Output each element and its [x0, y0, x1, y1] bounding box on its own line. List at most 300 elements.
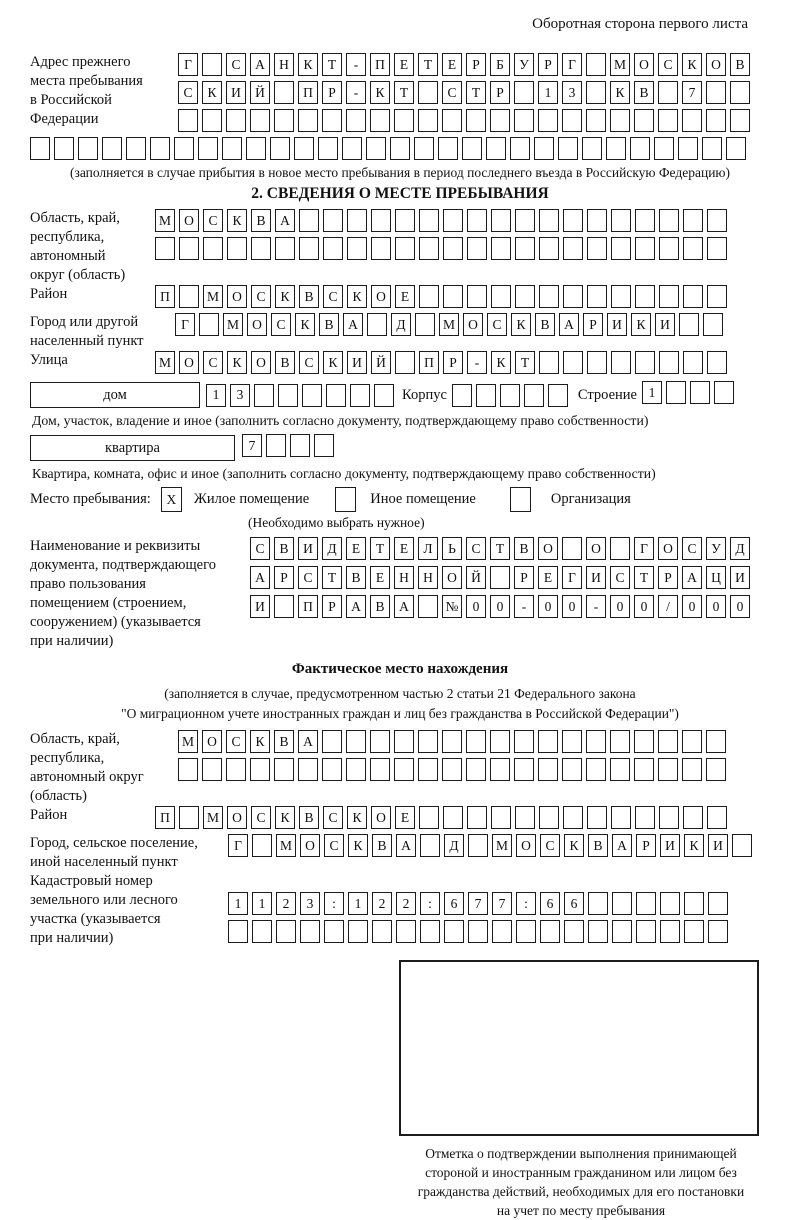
- char-box[interactable]: [54, 137, 74, 160]
- char-box[interactable]: [226, 758, 246, 781]
- char-box[interactable]: [202, 53, 222, 76]
- char-box[interactable]: [635, 209, 655, 232]
- char-box[interactable]: Г: [228, 834, 248, 857]
- char-box[interactable]: [275, 237, 295, 260]
- char-box[interactable]: И: [708, 834, 728, 857]
- char-box[interactable]: К: [275, 285, 295, 308]
- char-box[interactable]: [274, 81, 294, 104]
- char-box[interactable]: [179, 237, 199, 260]
- char-box[interactable]: [346, 758, 366, 781]
- char-box[interactable]: [612, 920, 632, 943]
- char-box[interactable]: [418, 595, 438, 618]
- char-box[interactable]: Т: [370, 537, 390, 560]
- char-box[interactable]: [659, 351, 679, 374]
- char-box[interactable]: [342, 137, 362, 160]
- char-box[interactable]: К: [684, 834, 704, 857]
- char-box[interactable]: [246, 137, 266, 160]
- char-box[interactable]: [582, 137, 602, 160]
- char-box[interactable]: [491, 237, 511, 260]
- char-box[interactable]: С: [226, 53, 246, 76]
- char-box[interactable]: С: [466, 537, 486, 560]
- char-box[interactable]: :: [516, 892, 536, 915]
- char-box[interactable]: К: [491, 351, 511, 374]
- char-box[interactable]: М: [155, 351, 175, 374]
- char-box[interactable]: [266, 434, 286, 457]
- char-box[interactable]: 0: [706, 595, 726, 618]
- char-box[interactable]: [490, 566, 510, 589]
- char-box[interactable]: А: [298, 730, 318, 753]
- char-box[interactable]: С: [251, 285, 271, 308]
- char-box[interactable]: [370, 730, 390, 753]
- char-box[interactable]: В: [346, 566, 366, 589]
- char-box[interactable]: С: [203, 209, 223, 232]
- char-box[interactable]: 0: [562, 595, 582, 618]
- char-box[interactable]: [586, 81, 606, 104]
- char-box[interactable]: [468, 834, 488, 857]
- char-box[interactable]: В: [514, 537, 534, 560]
- char-box[interactable]: [467, 209, 487, 232]
- char-box[interactable]: И: [226, 81, 246, 104]
- char-box[interactable]: [370, 109, 390, 132]
- char-box[interactable]: 0: [538, 595, 558, 618]
- char-box[interactable]: Е: [394, 537, 414, 560]
- char-box[interactable]: А: [346, 595, 366, 618]
- char-box[interactable]: О: [179, 209, 199, 232]
- char-box[interactable]: [202, 109, 222, 132]
- char-box[interactable]: [467, 285, 487, 308]
- char-box[interactable]: [294, 137, 314, 160]
- char-box[interactable]: Р: [658, 566, 678, 589]
- char-box[interactable]: Р: [636, 834, 656, 857]
- char-box[interactable]: [610, 537, 630, 560]
- char-box[interactable]: [510, 137, 530, 160]
- char-box[interactable]: [443, 237, 463, 260]
- char-box[interactable]: [635, 806, 655, 829]
- char-box[interactable]: [548, 384, 568, 407]
- char-box[interactable]: Р: [322, 81, 342, 104]
- char-box[interactable]: [443, 209, 463, 232]
- char-box[interactable]: [708, 920, 728, 943]
- char-box[interactable]: О: [202, 730, 222, 753]
- char-box[interactable]: Е: [370, 566, 390, 589]
- char-box[interactable]: С: [540, 834, 560, 857]
- char-box[interactable]: [658, 730, 678, 753]
- char-box[interactable]: М: [439, 313, 459, 336]
- char-box[interactable]: [707, 351, 727, 374]
- char-box[interactable]: [514, 81, 534, 104]
- char-box[interactable]: [635, 285, 655, 308]
- char-box[interactable]: Т: [466, 81, 486, 104]
- char-box[interactable]: А: [612, 834, 632, 857]
- char-box[interactable]: [420, 834, 440, 857]
- char-box[interactable]: [347, 237, 367, 260]
- char-box[interactable]: О: [251, 351, 271, 374]
- char-box[interactable]: М: [610, 53, 630, 76]
- char-box[interactable]: [611, 806, 631, 829]
- char-box[interactable]: [682, 109, 702, 132]
- char-box[interactable]: Т: [490, 537, 510, 560]
- char-box[interactable]: 7: [682, 81, 702, 104]
- char-box[interactable]: П: [155, 806, 175, 829]
- char-box[interactable]: [562, 730, 582, 753]
- char-box[interactable]: [539, 237, 559, 260]
- char-box[interactable]: [444, 920, 464, 943]
- char-box[interactable]: [346, 109, 366, 132]
- char-box[interactable]: У: [706, 537, 726, 560]
- char-box[interactable]: [703, 313, 723, 336]
- char-box[interactable]: С: [323, 806, 343, 829]
- char-box[interactable]: А: [343, 313, 363, 336]
- char-box[interactable]: П: [370, 53, 390, 76]
- char-box[interactable]: К: [227, 351, 247, 374]
- char-box[interactable]: Е: [395, 806, 415, 829]
- char-box[interactable]: Е: [395, 285, 415, 308]
- char-box[interactable]: [202, 758, 222, 781]
- char-box[interactable]: [587, 351, 607, 374]
- char-box[interactable]: П: [298, 81, 318, 104]
- char-box[interactable]: С: [610, 566, 630, 589]
- char-box[interactable]: Д: [444, 834, 464, 857]
- char-box[interactable]: С: [178, 81, 198, 104]
- char-box[interactable]: [658, 109, 678, 132]
- char-box[interactable]: [634, 758, 654, 781]
- char-box[interactable]: К: [250, 730, 270, 753]
- char-box[interactable]: Н: [394, 566, 414, 589]
- char-box[interactable]: [370, 758, 390, 781]
- char-box[interactable]: [562, 109, 582, 132]
- char-box[interactable]: [658, 758, 678, 781]
- char-box[interactable]: В: [372, 834, 392, 857]
- char-box[interactable]: [467, 237, 487, 260]
- char-box[interactable]: [558, 137, 578, 160]
- char-box[interactable]: 1: [642, 381, 662, 404]
- char-box[interactable]: 3: [230, 384, 250, 407]
- char-box[interactable]: [290, 434, 310, 457]
- char-box[interactable]: В: [730, 53, 750, 76]
- char-box[interactable]: 2: [396, 892, 416, 915]
- char-box[interactable]: О: [442, 566, 462, 589]
- char-box[interactable]: [78, 137, 98, 160]
- char-box[interactable]: 0: [466, 595, 486, 618]
- char-box[interactable]: [706, 730, 726, 753]
- char-box[interactable]: С: [271, 313, 291, 336]
- char-box[interactable]: С: [226, 730, 246, 753]
- char-box[interactable]: [514, 758, 534, 781]
- char-box[interactable]: 2: [372, 892, 392, 915]
- char-box[interactable]: [684, 920, 704, 943]
- char-box[interactable]: [394, 758, 414, 781]
- char-box[interactable]: [678, 137, 698, 160]
- char-box[interactable]: [515, 806, 535, 829]
- char-box[interactable]: Л: [418, 537, 438, 560]
- char-box[interactable]: [419, 209, 439, 232]
- char-box[interactable]: [730, 81, 750, 104]
- char-box[interactable]: А: [394, 595, 414, 618]
- char-box[interactable]: [659, 285, 679, 308]
- char-box[interactable]: Р: [274, 566, 294, 589]
- char-box[interactable]: [415, 313, 435, 336]
- char-box[interactable]: [538, 730, 558, 753]
- char-box[interactable]: [252, 920, 272, 943]
- char-box[interactable]: [299, 237, 319, 260]
- char-box[interactable]: [586, 53, 606, 76]
- char-box[interactable]: 3: [300, 892, 320, 915]
- char-box[interactable]: [587, 806, 607, 829]
- char-box[interactable]: [491, 209, 511, 232]
- char-box[interactable]: Р: [466, 53, 486, 76]
- char-box[interactable]: О: [463, 313, 483, 336]
- char-box[interactable]: Т: [634, 566, 654, 589]
- char-box[interactable]: И: [298, 537, 318, 560]
- char-box[interactable]: К: [298, 53, 318, 76]
- char-box[interactable]: [611, 285, 631, 308]
- char-box[interactable]: О: [371, 806, 391, 829]
- char-box[interactable]: К: [347, 285, 367, 308]
- char-box[interactable]: 0: [682, 595, 702, 618]
- char-box[interactable]: [563, 237, 583, 260]
- char-box[interactable]: [636, 920, 656, 943]
- char-box[interactable]: [539, 351, 559, 374]
- char-box[interactable]: Й: [371, 351, 391, 374]
- char-box[interactable]: [659, 237, 679, 260]
- char-box[interactable]: [476, 384, 496, 407]
- char-box[interactable]: 6: [564, 892, 584, 915]
- char-box[interactable]: П: [419, 351, 439, 374]
- char-box[interactable]: С: [658, 53, 678, 76]
- char-box[interactable]: [524, 384, 544, 407]
- char-box[interactable]: [395, 237, 415, 260]
- char-box[interactable]: [348, 920, 368, 943]
- char-box[interactable]: 1: [206, 384, 226, 407]
- char-box[interactable]: [659, 209, 679, 232]
- char-box[interactable]: Р: [514, 566, 534, 589]
- char-box[interactable]: [300, 920, 320, 943]
- char-box[interactable]: [706, 758, 726, 781]
- char-box[interactable]: [298, 109, 318, 132]
- char-box[interactable]: [515, 285, 535, 308]
- char-box[interactable]: [443, 806, 463, 829]
- char-box[interactable]: [714, 381, 734, 404]
- char-box[interactable]: О: [634, 53, 654, 76]
- char-box[interactable]: [276, 920, 296, 943]
- char-box[interactable]: В: [274, 537, 294, 560]
- char-box[interactable]: [372, 920, 392, 943]
- char-box[interactable]: [462, 137, 482, 160]
- char-box[interactable]: [490, 758, 510, 781]
- char-box[interactable]: 3: [562, 81, 582, 104]
- char-box[interactable]: [702, 137, 722, 160]
- char-box[interactable]: 7: [468, 892, 488, 915]
- char-box[interactable]: [510, 487, 531, 512]
- char-box[interactable]: [534, 137, 554, 160]
- char-box[interactable]: [419, 237, 439, 260]
- char-box[interactable]: 0: [490, 595, 510, 618]
- char-box[interactable]: Р: [490, 81, 510, 104]
- char-box[interactable]: [684, 892, 704, 915]
- char-box[interactable]: Т: [322, 566, 342, 589]
- char-box[interactable]: [418, 758, 438, 781]
- char-box[interactable]: М: [223, 313, 243, 336]
- char-box[interactable]: [299, 209, 319, 232]
- char-box[interactable]: [610, 109, 630, 132]
- char-box[interactable]: М: [155, 209, 175, 232]
- char-box[interactable]: 7: [242, 434, 262, 457]
- char-box[interactable]: [226, 109, 246, 132]
- char-box[interactable]: С: [299, 351, 319, 374]
- char-box[interactable]: [682, 758, 702, 781]
- char-box[interactable]: М: [203, 285, 223, 308]
- char-box[interactable]: [442, 730, 462, 753]
- char-box[interactable]: [586, 730, 606, 753]
- char-box[interactable]: [418, 730, 438, 753]
- char-box[interactable]: [707, 806, 727, 829]
- char-box[interactable]: В: [299, 285, 319, 308]
- char-box[interactable]: А: [250, 53, 270, 76]
- char-box[interactable]: И: [250, 595, 270, 618]
- char-box[interactable]: [514, 730, 534, 753]
- char-box[interactable]: [679, 313, 699, 336]
- char-box[interactable]: -: [346, 53, 366, 76]
- char-box[interactable]: [199, 313, 219, 336]
- char-box[interactable]: [324, 920, 344, 943]
- char-box[interactable]: [179, 285, 199, 308]
- char-box[interactable]: [326, 384, 346, 407]
- char-box[interactable]: [562, 537, 582, 560]
- char-box[interactable]: В: [634, 81, 654, 104]
- char-box[interactable]: [442, 758, 462, 781]
- char-box[interactable]: [438, 137, 458, 160]
- char-box[interactable]: П: [155, 285, 175, 308]
- char-box[interactable]: Н: [418, 566, 438, 589]
- char-box[interactable]: К: [323, 351, 343, 374]
- char-box[interactable]: В: [370, 595, 390, 618]
- char-box[interactable]: Г: [175, 313, 195, 336]
- char-box[interactable]: Н: [274, 53, 294, 76]
- char-box[interactable]: В: [274, 730, 294, 753]
- char-box[interactable]: 6: [540, 892, 560, 915]
- char-box[interactable]: [563, 806, 583, 829]
- char-box[interactable]: [466, 109, 486, 132]
- char-box[interactable]: Р: [538, 53, 558, 76]
- char-box[interactable]: [586, 109, 606, 132]
- char-box[interactable]: Ь: [442, 537, 462, 560]
- char-box[interactable]: [418, 81, 438, 104]
- char-box[interactable]: [366, 137, 386, 160]
- char-box[interactable]: [395, 351, 415, 374]
- char-box[interactable]: Г: [562, 566, 582, 589]
- char-box[interactable]: /: [658, 595, 678, 618]
- char-box[interactable]: Т: [418, 53, 438, 76]
- char-box[interactable]: [539, 209, 559, 232]
- char-box[interactable]: К: [610, 81, 630, 104]
- char-box[interactable]: [707, 285, 727, 308]
- char-box[interactable]: Р: [583, 313, 603, 336]
- char-box[interactable]: [726, 137, 746, 160]
- char-box[interactable]: [683, 806, 703, 829]
- char-box[interactable]: [610, 758, 630, 781]
- char-box[interactable]: В: [588, 834, 608, 857]
- char-box[interactable]: Д: [391, 313, 411, 336]
- char-box[interactable]: Д: [322, 537, 342, 560]
- char-box[interactable]: [102, 137, 122, 160]
- char-box[interactable]: [371, 237, 391, 260]
- char-box[interactable]: О: [706, 53, 726, 76]
- char-box[interactable]: [322, 758, 342, 781]
- char-box[interactable]: [539, 806, 559, 829]
- char-box[interactable]: О: [227, 285, 247, 308]
- char-box[interactable]: О: [247, 313, 267, 336]
- char-box[interactable]: О: [538, 537, 558, 560]
- char-box[interactable]: С: [682, 537, 702, 560]
- char-box[interactable]: К: [295, 313, 315, 336]
- char-box[interactable]: Й: [250, 81, 270, 104]
- char-box[interactable]: С: [487, 313, 507, 336]
- char-box[interactable]: К: [275, 806, 295, 829]
- char-box[interactable]: [394, 730, 414, 753]
- char-box[interactable]: [612, 892, 632, 915]
- char-box[interactable]: [654, 137, 674, 160]
- char-box[interactable]: [490, 730, 510, 753]
- char-box[interactable]: [666, 381, 686, 404]
- char-box[interactable]: [198, 137, 218, 160]
- char-box[interactable]: [606, 137, 626, 160]
- char-box[interactable]: [635, 351, 655, 374]
- char-box[interactable]: [588, 920, 608, 943]
- char-box[interactable]: 0: [634, 595, 654, 618]
- char-box[interactable]: С: [203, 351, 223, 374]
- char-box[interactable]: [298, 758, 318, 781]
- char-box[interactable]: С: [298, 566, 318, 589]
- char-box[interactable]: [420, 920, 440, 943]
- char-box[interactable]: И: [730, 566, 750, 589]
- char-box[interactable]: [630, 137, 650, 160]
- char-box[interactable]: Е: [538, 566, 558, 589]
- char-box[interactable]: [706, 109, 726, 132]
- char-box[interactable]: [466, 730, 486, 753]
- char-box[interactable]: [30, 137, 50, 160]
- char-box[interactable]: 0: [610, 595, 630, 618]
- char-box[interactable]: В: [319, 313, 339, 336]
- char-box[interactable]: Б: [490, 53, 510, 76]
- char-box[interactable]: Е: [394, 53, 414, 76]
- char-box[interactable]: [492, 920, 512, 943]
- char-box[interactable]: [443, 285, 463, 308]
- char-box[interactable]: [346, 730, 366, 753]
- char-box[interactable]: А: [559, 313, 579, 336]
- char-box[interactable]: И: [586, 566, 606, 589]
- char-box[interactable]: А: [275, 209, 295, 232]
- char-box[interactable]: 1: [348, 892, 368, 915]
- char-box[interactable]: [514, 109, 534, 132]
- char-box[interactable]: [730, 109, 750, 132]
- char-box[interactable]: К: [202, 81, 222, 104]
- char-box[interactable]: [486, 137, 506, 160]
- char-box[interactable]: 1: [538, 81, 558, 104]
- char-box[interactable]: [254, 384, 274, 407]
- char-box[interactable]: [179, 806, 199, 829]
- char-box[interactable]: Е: [346, 537, 366, 560]
- char-box[interactable]: К: [348, 834, 368, 857]
- char-box[interactable]: [390, 137, 410, 160]
- char-box[interactable]: М: [203, 806, 223, 829]
- char-box[interactable]: [468, 920, 488, 943]
- char-box[interactable]: [490, 109, 510, 132]
- char-box[interactable]: [706, 81, 726, 104]
- char-box[interactable]: [540, 920, 560, 943]
- char-box[interactable]: [732, 834, 752, 857]
- char-box[interactable]: [515, 209, 535, 232]
- char-box[interactable]: [660, 920, 680, 943]
